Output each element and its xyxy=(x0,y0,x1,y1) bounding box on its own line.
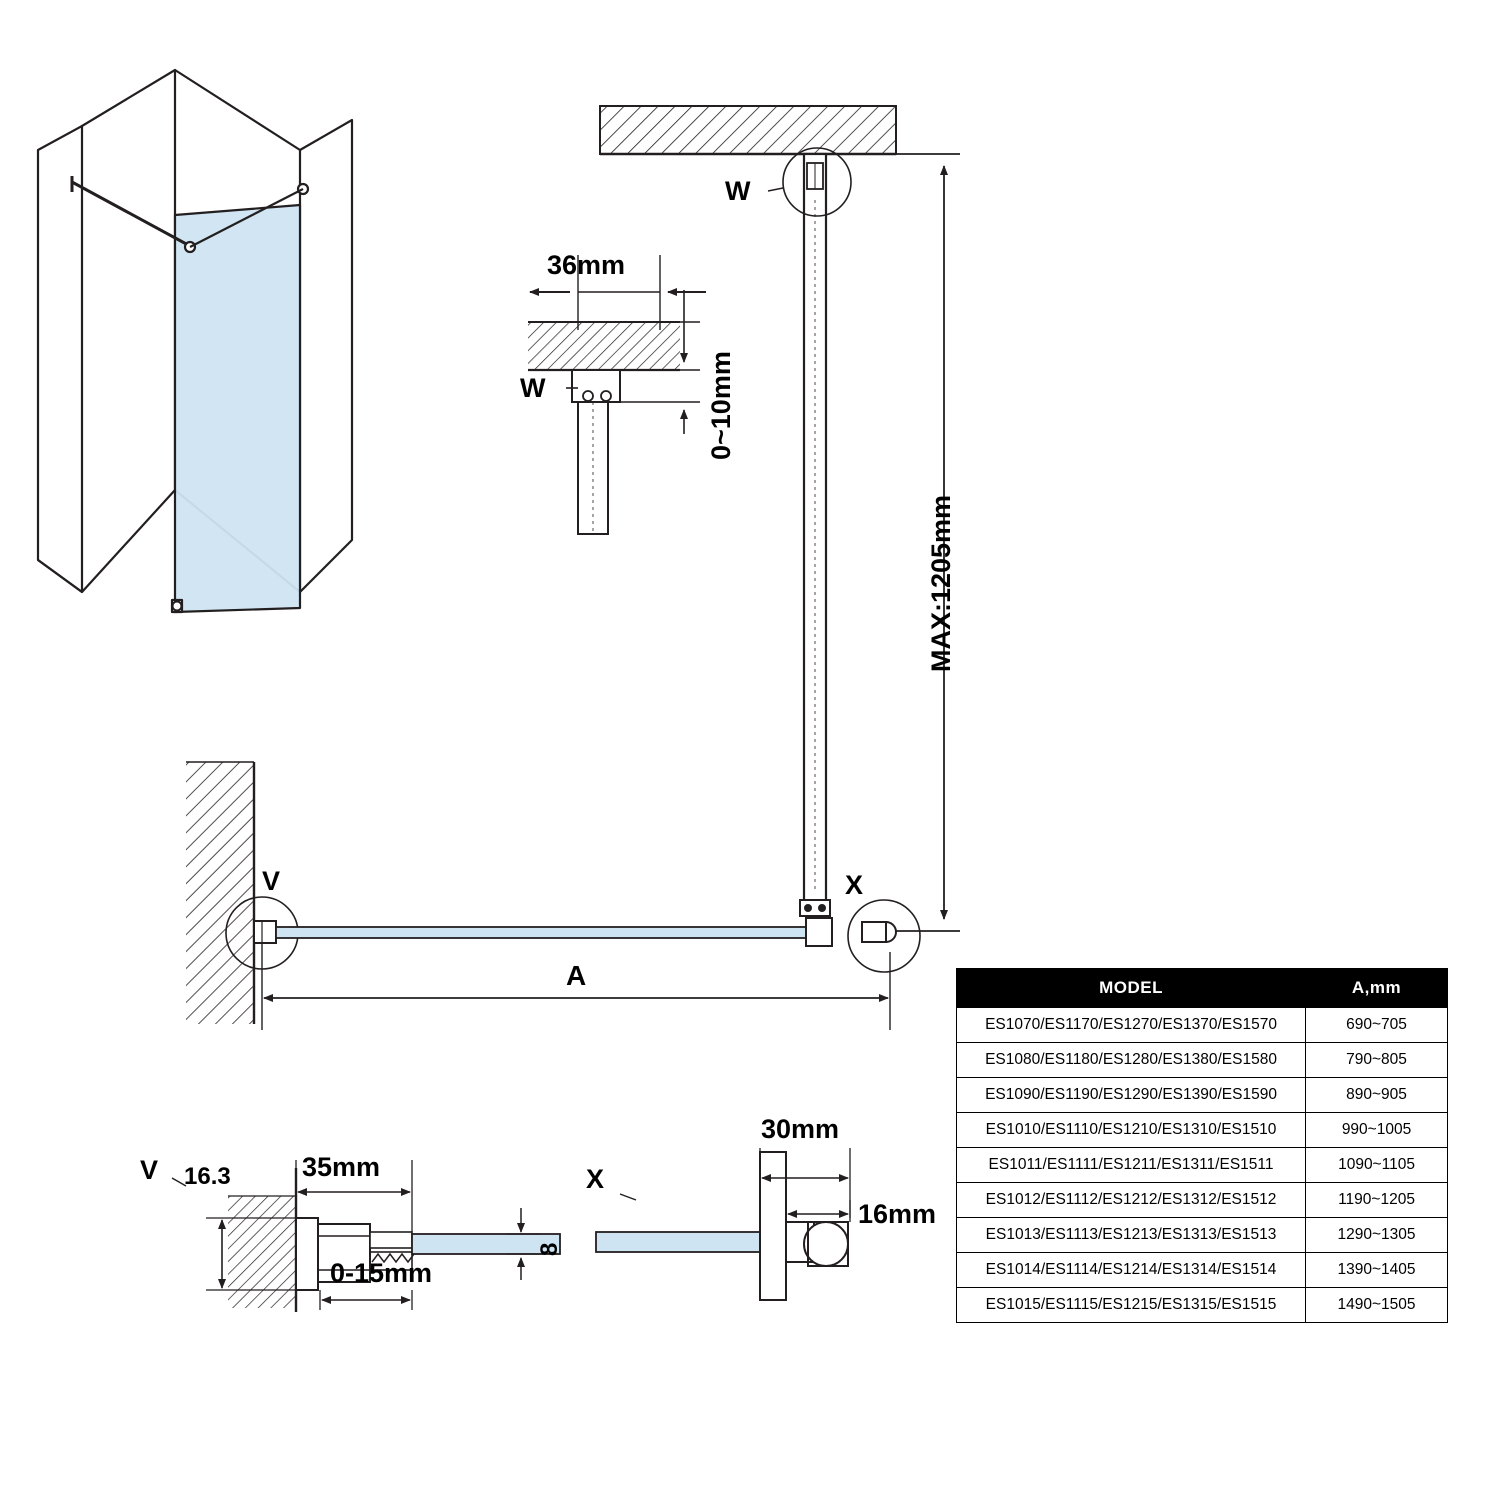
header-model: MODEL xyxy=(957,969,1306,1008)
cell-model: ES1011/ES1111/ES1211/ES1311/ES1511 xyxy=(957,1148,1306,1183)
table-body xyxy=(957,1008,1448,1323)
table-row xyxy=(957,1043,1448,1078)
table-row xyxy=(957,1288,1448,1323)
label-w-detail: W xyxy=(520,373,546,403)
label-x-detail: X xyxy=(586,1164,605,1194)
cell-model: ES1012/ES1112/ES1212/ES1312/ES1512 xyxy=(957,1183,1306,1218)
cell-model: ES1010/ES1110/ES1210/ES1310/ES1510 xyxy=(957,1113,1306,1148)
dim-35mm: 35mm xyxy=(302,1152,381,1182)
table-row xyxy=(957,1218,1448,1253)
table-row xyxy=(957,1008,1448,1043)
ceiling-mount-view xyxy=(600,106,896,930)
table-row xyxy=(957,1253,1448,1288)
table-row xyxy=(957,1113,1448,1148)
label-v-top: V xyxy=(262,866,281,896)
cell-a: 1290~1305 xyxy=(1306,1218,1448,1253)
cell-model: ES1090/ES1190/ES1290/ES1390/ES1590 xyxy=(957,1078,1306,1113)
dim-glass-thickness: 8 xyxy=(536,1242,563,1256)
dim-30mm: 30mm xyxy=(761,1114,840,1144)
cell-a: 890~905 xyxy=(1306,1078,1448,1113)
header-a-mm: A,mm xyxy=(1306,969,1448,1008)
table-row xyxy=(957,1183,1448,1218)
cell-model: ES1080/ES1180/ES1280/ES1380/ES1580 xyxy=(957,1043,1306,1078)
dim-16mm: 16mm xyxy=(858,1199,937,1229)
cell-model: ES1015/ES1115/ES1215/ES1315/ES1515 xyxy=(957,1288,1306,1323)
label-w-top: W xyxy=(725,176,751,206)
cell-a: 1490~1505 xyxy=(1306,1288,1448,1323)
dim-16-3: 16.3 xyxy=(184,1163,231,1190)
cell-model: ES1014/ES1114/ES1214/ES1314/ES1514 xyxy=(957,1253,1306,1288)
x-detail-view xyxy=(596,1148,850,1300)
cell-model: ES1013/ES1113/ES1213/ES1313/ES1513 xyxy=(957,1218,1306,1253)
table-header-row xyxy=(957,969,1448,1008)
dim-a: A xyxy=(566,960,587,991)
isometric-view xyxy=(38,70,352,612)
model-spec-table xyxy=(956,968,1448,1323)
w-detail-view xyxy=(528,255,706,534)
cell-a: 990~1005 xyxy=(1306,1113,1448,1148)
dim-0-10mm: 0~10mm xyxy=(706,351,736,460)
cell-a: 1390~1405 xyxy=(1306,1253,1448,1288)
label-x-top: X xyxy=(845,870,864,900)
label-v-detail: V xyxy=(140,1155,159,1185)
dim-0-15mm: 0-15mm xyxy=(330,1258,433,1288)
table-row xyxy=(957,1148,1448,1183)
cell-model: ES1070/ES1170/ES1270/ES1370/ES1570 xyxy=(957,1008,1306,1043)
cell-a: 1190~1205 xyxy=(1306,1183,1448,1218)
cell-a: 690~705 xyxy=(1306,1008,1448,1043)
dim-max-height: MAX:1205mm xyxy=(926,494,956,672)
dim-36mm: 36mm xyxy=(547,250,626,280)
table-row xyxy=(957,1078,1448,1113)
cell-a: 1090~1105 xyxy=(1306,1148,1448,1183)
cell-a: 790~805 xyxy=(1306,1043,1448,1078)
